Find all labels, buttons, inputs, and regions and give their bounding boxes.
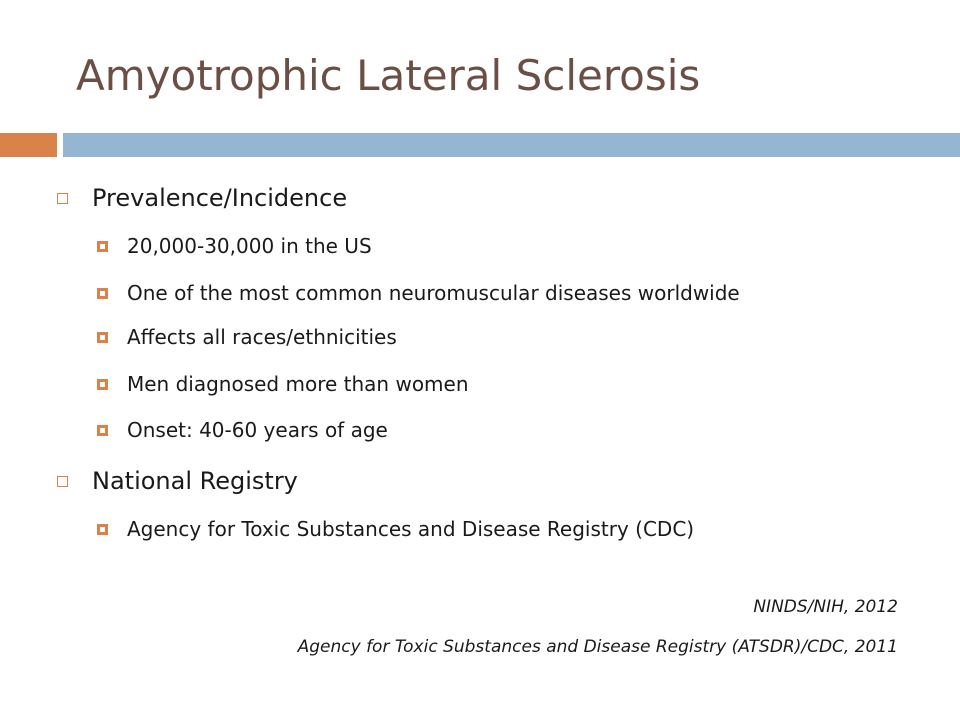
sub-bullet-atsdr (97, 515, 694, 543)
sub-bullet-text: Onset: 40-60 years of age (127, 418, 388, 442)
sub-bullet-text: One of the most common neuromuscular diseases worldwide (127, 281, 740, 305)
sub-bullet-text: Agency for Toxic Substances and Disease Registry (CDC) (127, 517, 695, 541)
hollow-square-bullet-icon (57, 193, 68, 204)
bullet-prevalence-incidence (57, 182, 347, 214)
sub-bullet-text: 20,000-30,000 in the US (127, 234, 372, 258)
citation-atsdr: Agency for Toxic Substances and Disease Registry (ATSDR)/CDC, 2011 (297, 637, 898, 657)
accent-bar-blue (63, 133, 960, 157)
sub-bullet-onset (97, 416, 388, 444)
sub-bullet-text: Affects all races/ethnicities (127, 325, 397, 349)
accent-bar-orange (0, 133, 57, 157)
hollow-square-bullet-icon (57, 476, 68, 487)
square-bullet-icon (97, 425, 108, 436)
bullet-national-registry (57, 465, 298, 497)
slide-title: Amyotrophic Lateral Sclerosis (76, 51, 701, 100)
sub-bullet-men-women (97, 370, 469, 398)
square-bullet-icon (97, 379, 108, 390)
sub-bullet-text: Men diagnosed more than women (127, 372, 469, 396)
bullet-text: Prevalence/Incidence (92, 184, 348, 212)
sub-bullet-races (97, 323, 397, 351)
bullet-text: National Registry (92, 467, 298, 495)
square-bullet-icon (97, 332, 108, 343)
citation-ninds: NINDS/NIH, 2012 (753, 597, 898, 617)
square-bullet-icon (97, 524, 108, 535)
sub-bullet-common-disease (97, 279, 740, 307)
square-bullet-icon (97, 241, 108, 252)
sub-bullet-us-prevalence (97, 232, 372, 260)
square-bullet-icon (97, 288, 108, 299)
